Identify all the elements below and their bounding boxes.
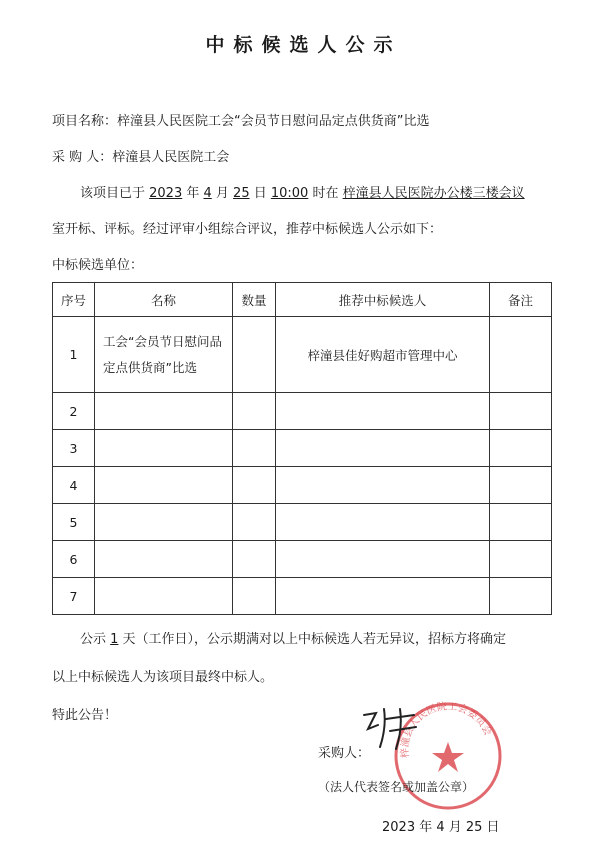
cell-no: 3 <box>53 430 95 467</box>
cell-candidate <box>276 393 490 430</box>
cell-no: 1 <box>53 317 95 393</box>
table-row <box>53 393 552 430</box>
table-row <box>53 578 552 615</box>
cell-qty <box>233 467 276 504</box>
project-value: 梓潼县人民医院工会“会员节日慰问品定点供货商”比选 <box>117 114 430 129</box>
cell-candidate <box>276 430 490 467</box>
table-row <box>53 504 552 541</box>
opening-text: 月 <box>211 186 234 201</box>
cell-qty <box>233 317 276 393</box>
signoff-rep-note: （法人代表签名或加盖公章） <box>318 780 475 794</box>
cell-candidate <box>276 467 490 504</box>
cell-name <box>95 393 233 430</box>
cell-no: 6 <box>53 541 95 578</box>
cell-candidate <box>276 541 490 578</box>
unit-label: 中标候选单位： <box>52 258 144 273</box>
opening-text: 时在 <box>308 186 343 201</box>
purchaser-line <box>52 146 229 165</box>
opening-time: 10:00 <box>270 186 309 201</box>
opening-text: 年 <box>182 186 204 201</box>
header-candidate: 推荐中标候选人 <box>276 283 490 317</box>
opening-text: 该项目已于 <box>80 186 150 201</box>
cell-candidate <box>276 504 490 541</box>
cell-note <box>490 504 552 541</box>
notice-line-2: 以上中标候选人为该项目最终中标人。 <box>52 670 274 685</box>
opening-line-1 <box>80 182 525 201</box>
cell-name <box>95 504 233 541</box>
notice-text: 天（工作日），公示期满对以上中标候选人若无异议，招标方将确定 <box>118 632 507 647</box>
cell-candidate: 梓潼县佳好购超市管理中心 <box>276 317 490 393</box>
cell-no: 7 <box>53 578 95 615</box>
cell-qty <box>233 541 276 578</box>
cell-name <box>95 467 233 504</box>
cell-qty <box>233 393 276 430</box>
purchaser-label: 采 购 人： <box>52 150 113 165</box>
cell-name: 工会“会员节日慰问品定点供货商”比选 <box>95 317 233 393</box>
opening-place: 梓潼县人民医院办公楼三楼会议 <box>342 186 525 201</box>
opening-month: 4 <box>203 186 212 201</box>
table-row <box>53 467 552 504</box>
cell-note <box>490 393 552 430</box>
cell-note <box>490 317 552 393</box>
cell-no: 2 <box>53 393 95 430</box>
cell-candidate <box>276 578 490 615</box>
notice-line-1 <box>80 628 506 647</box>
table-row <box>53 317 552 393</box>
cell-note <box>490 541 552 578</box>
table-row <box>53 541 552 578</box>
cell-name <box>95 430 233 467</box>
seal-star-icon <box>432 742 464 772</box>
cell-note <box>490 467 552 504</box>
signoff-purchaser-label: 采购人： <box>318 746 371 761</box>
seal-text: 梓潼县人民医院工会委员会 <box>399 701 494 759</box>
table-row <box>53 430 552 467</box>
cell-note <box>490 578 552 615</box>
cell-no: 5 <box>53 504 95 541</box>
page-title: 中标候选人公示 <box>205 34 402 56</box>
opening-line-2: 室开标、评标。经过评审小组综合评议，推荐中标候选人公示如下： <box>52 222 443 237</box>
cell-name <box>95 578 233 615</box>
table-header-row <box>53 283 552 317</box>
header-qty: 数量 <box>233 283 276 317</box>
cell-note <box>490 430 552 467</box>
closing-text: 特此公告！ <box>52 708 118 723</box>
opening-day: 25 <box>233 186 250 201</box>
opening-year: 2023 <box>149 186 183 201</box>
purchaser-value: 梓潼县人民医院工会 <box>112 150 230 165</box>
candidate-table <box>52 282 552 615</box>
cell-qty <box>233 504 276 541</box>
header-no: 序号 <box>53 283 95 317</box>
header-note: 备注 <box>490 283 552 317</box>
notice-text: 公示 <box>80 632 111 647</box>
notice-days: 1 <box>110 632 119 647</box>
project-label: 项目名称： <box>52 114 118 129</box>
signoff-date: 2023 年 4 月 25 日 <box>382 820 500 835</box>
cell-qty <box>233 578 276 615</box>
cell-name <box>95 541 233 578</box>
cell-no: 4 <box>53 467 95 504</box>
cell-qty <box>233 430 276 467</box>
header-name: 名称 <box>95 283 233 317</box>
project-line <box>52 110 430 129</box>
opening-text: 日 <box>249 186 271 201</box>
